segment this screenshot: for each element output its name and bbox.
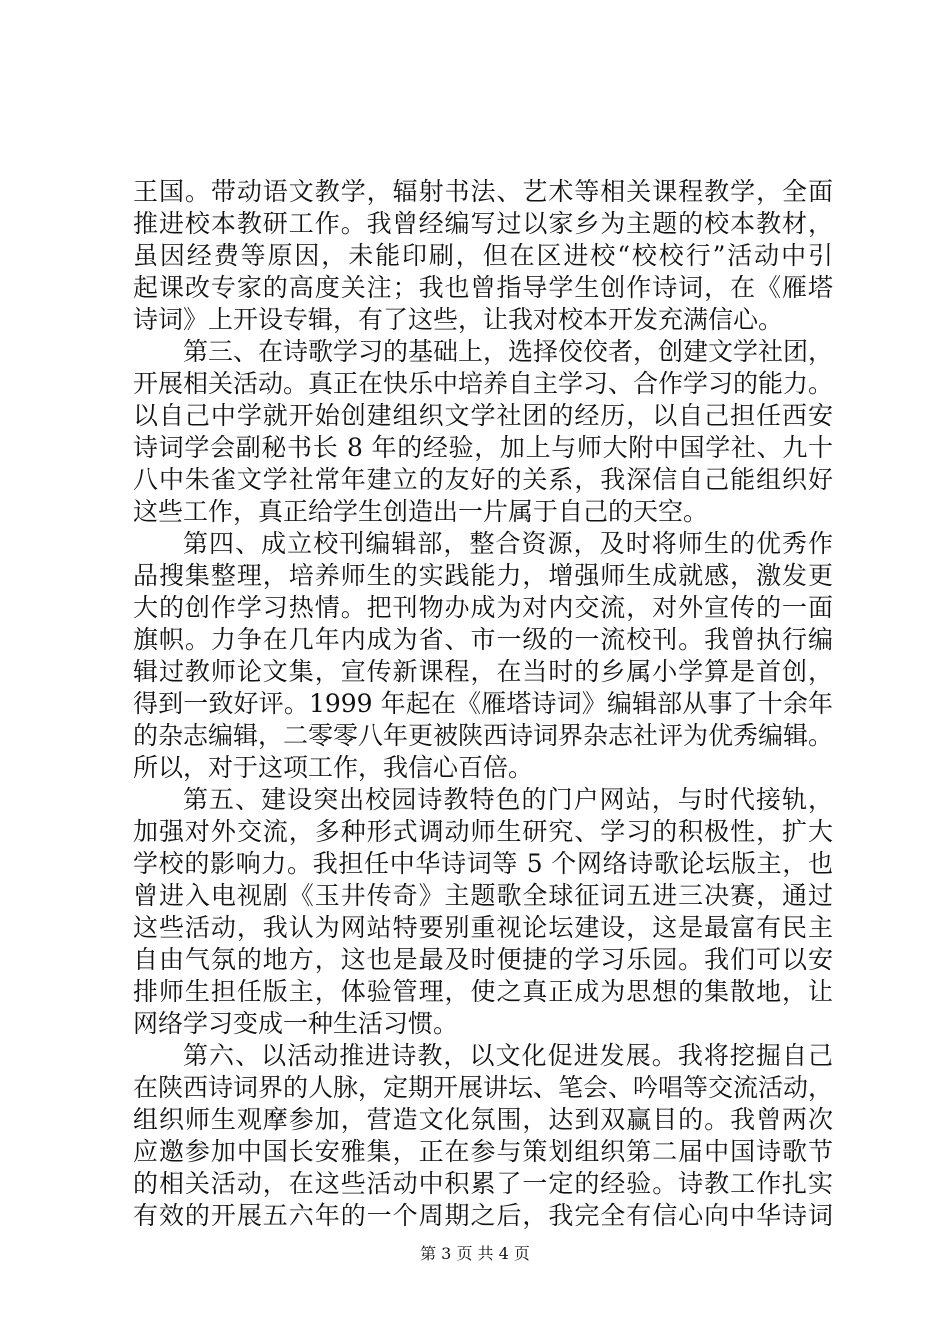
text-line: 起课改专家的高度关注；我也曾指导学生创作诗词，在《雁塔: [133, 273, 833, 302]
paragraph-start-line: 第六、以活动推进诗教，以文化促进发展。我将挖掘自己: [183, 1041, 833, 1070]
text-line: 虽因经费等原因，未能印刷，但在区进校“校校行”活动中引: [133, 241, 833, 270]
text-line: 学校的影响力。我担任中华诗词等 5 个网络诗歌论坛版主，也: [133, 849, 833, 878]
text-line: 网络学习变成一种生活习惯。: [133, 1009, 459, 1038]
text-line: 诗词学会副秘书长 8 年的经验，加上与师大附中国学社、九十: [133, 433, 833, 462]
paragraph-start-line: 第三、在诗歌学习的基础上，选择佼佼者，创建文学社团，: [183, 337, 834, 366]
text-line: 得到一致好评。1999 年起在《雁塔诗词》编辑部从事了十余年: [133, 689, 833, 718]
text-line: 王国。带动语文教学，辐射书法、艺术等相关课程教学，全面: [133, 177, 833, 206]
text-line: 加强对外交流，多种形式调动师生研究、学习的积极性，扩大: [133, 817, 833, 846]
text-line: 的杂志编辑，二零零八年更被陕西诗词界杂志社评为优秀编辑。: [133, 721, 834, 750]
body-text: [133, 176, 833, 1232]
text-line: 旗帜。力争在几年内成为省、市一级的一流校刊。我曾执行编: [133, 625, 833, 654]
text-line: 组织师生观摩参加，营造文化氛围，达到双赢目的。我曾两次: [133, 1105, 833, 1134]
text-line: 的相关活动，在这些活动中积累了一定的经验。诗教工作扎实: [133, 1169, 833, 1198]
text-line: 所以，对于这项工作，我信心百倍。: [133, 753, 534, 782]
text-line: 开展相关活动。真正在快乐中培养自主学习、合作学习的能力。: [133, 369, 834, 398]
text-line: 有效的开展五六年的一个周期之后，我完全有信心向中华诗词: [133, 1201, 833, 1230]
paragraph-start-line: 第五、建设突出校园诗教特色的门户网站，与时代接轨，: [183, 785, 833, 814]
text-line: 应邀参加中国长安雅集，正在参与策划组织第二届中国诗歌节: [133, 1137, 833, 1166]
text-line: 这些工作，真正给学生创造出一片属于自己的天空。: [133, 497, 709, 526]
text-line: 诗词》上开设专辑，有了这些，让我对校本开发充满信心。: [133, 305, 784, 334]
text-line: 推进校本教研工作。我曾经编写过以家乡为主题的校本教材，: [133, 209, 833, 238]
page-footer: 第 3 页 共 4 页: [420, 1244, 530, 1263]
text-line: 曾进入电视剧《玉井传奇》主题歌全球征词五进三决赛，通过: [133, 881, 833, 910]
text-line: 自由气氛的地方，这也是最及时便捷的学习乐园。我们可以安: [133, 945, 833, 974]
text-line: 在陕西诗词界的人脉，定期开展讲坛、笔会、吟唱等交流活动，: [133, 1073, 834, 1102]
text-line: 辑过教师论文集，宣传新课程，在当时的乡属小学算是首创，: [133, 657, 833, 686]
text-line: 这些活动，我认为网站特要别重视论坛建设，这是最富有民主: [133, 913, 833, 942]
text-line: 以自己中学就开始创建组织文学社团的经历，以自己担任西安: [133, 401, 833, 430]
paragraph-start-line: 第四、成立校刊编辑部，整合资源，及时将师生的优秀作: [183, 529, 833, 558]
text-line: 品搜集整理，培养师生的实践能力，增强师生成就感，激发更: [133, 561, 833, 590]
text-line: 大的创作学习热情。把刊物办成为对内交流，对外宣传的一面: [133, 593, 833, 622]
text-line: 排师生担任版主，体验管理，使之真正成为思想的集散地，让: [133, 977, 833, 1006]
text-line: 八中朱雀文学社常年建立的友好的关系，我深信自己能组织好: [133, 465, 833, 494]
